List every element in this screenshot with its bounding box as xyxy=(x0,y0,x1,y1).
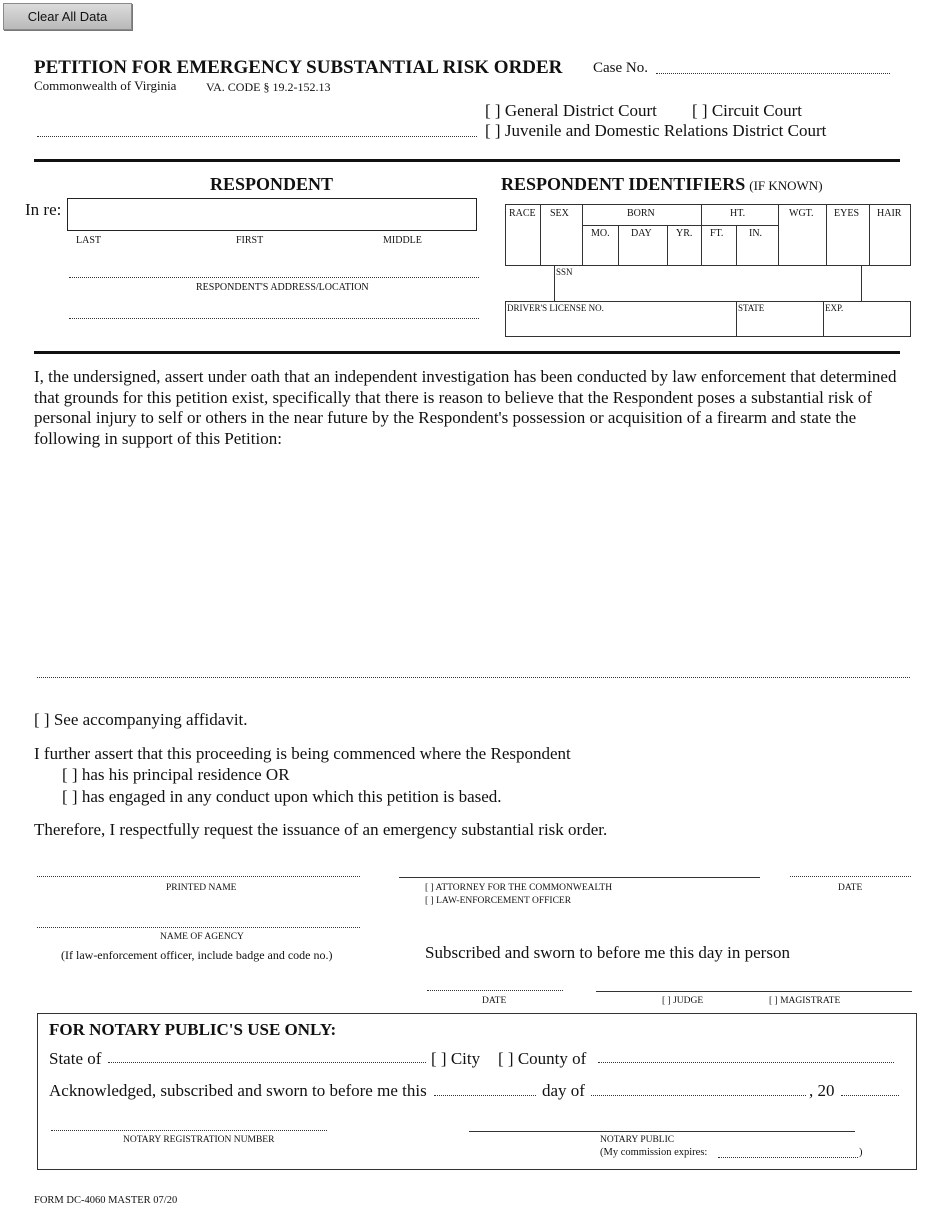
sworn-text: Subscribed and sworn to before me this day in person xyxy=(425,943,790,962)
notary-day-field[interactable] xyxy=(434,1095,536,1096)
notary-month-field[interactable] xyxy=(591,1095,806,1096)
notary-year-field[interactable] xyxy=(841,1095,899,1096)
dl-state-cell[interactable]: STATE xyxy=(736,301,824,337)
printed-name-label: PRINTED NAME xyxy=(166,883,237,893)
petition-date-field[interactable] xyxy=(790,876,911,877)
address-field-1[interactable] xyxy=(69,277,479,278)
notary-heading: FOR NOTARY PUBLIC'S USE ONLY: xyxy=(49,1020,337,1039)
statement-end-line xyxy=(37,677,910,678)
notary-signature-line[interactable] xyxy=(469,1131,855,1132)
commission-close-paren: ) xyxy=(859,1147,863,1158)
agency-note: (If law-enforcement officer, include badge and code no.) xyxy=(61,948,333,962)
notary-registration-field[interactable] xyxy=(51,1130,327,1131)
identifiers-table xyxy=(505,204,911,266)
form-id: FORM DC-4060 MASTER 07/20 xyxy=(34,1195,178,1206)
court-name-field[interactable] xyxy=(37,136,477,137)
address-field-2[interactable] xyxy=(69,318,479,319)
eyes-cell[interactable]: EYES xyxy=(826,204,870,266)
notary-county-field[interactable] xyxy=(598,1062,894,1063)
notary-registration-label: NOTARY REGISTRATION NUMBER xyxy=(123,1135,275,1145)
born-day-cell[interactable]: DAY xyxy=(618,225,668,266)
agency-field[interactable] xyxy=(37,927,360,928)
county-checkbox[interactable]: [ ] County of xyxy=(498,1049,587,1068)
court-option-jdr[interactable]: [ ] Juvenile and Domestic Relations District Court xyxy=(485,121,827,140)
commission-expires-label: (My commission expires: xyxy=(600,1147,708,1158)
agency-label: NAME OF AGENCY xyxy=(160,932,244,942)
first-name-label: FIRST xyxy=(236,235,264,246)
printed-name-field[interactable] xyxy=(37,876,360,877)
magistrate-checkbox[interactable]: [ ] MAGISTRATE xyxy=(769,996,841,1006)
petitioner-signature-line[interactable] xyxy=(399,877,760,878)
sworn-date-label: DATE xyxy=(482,996,507,1006)
commission-expires-field[interactable] xyxy=(718,1157,858,1158)
acknowledged-text: Acknowledged, subscribed and sworn to before me this xyxy=(49,1081,427,1100)
height-in-cell[interactable]: IN. xyxy=(736,225,779,266)
court-option-general-district[interactable]: [ ] General District Court xyxy=(485,101,657,120)
affidavit-checkbox[interactable]: [ ] See accompanying affidavit. xyxy=(34,710,248,729)
weight-cell[interactable]: WGT. xyxy=(778,204,827,266)
height-ft-cell[interactable]: FT. xyxy=(701,225,737,266)
sworn-date-field[interactable] xyxy=(427,990,563,991)
case-no-label: Case No. xyxy=(593,60,648,76)
oath-paragraph: I, the undersigned, assert under oath that an independent investigation has been conducted by law enforcement that determined that grounds for this petition exist, specifically that there is reason to believe that the Respondent poses a substantial risk of personal injury to self or others in the near future by the Respondent's possession or acquisition of a firearm and state the following in support of this Petition: xyxy=(34,367,897,448)
residence-checkbox[interactable]: [ ] has his principal residence OR xyxy=(62,765,290,784)
address-label: RESPONDENT'S ADDRESS/LOCATION xyxy=(196,282,369,293)
middle-name-label: MIDDLE xyxy=(383,235,422,246)
respondent-heading: RESPONDENT xyxy=(210,174,334,194)
conduct-checkbox[interactable]: [ ] has engaged in any conduct upon which this petition is based. xyxy=(62,787,502,806)
race-cell[interactable]: RACE xyxy=(505,204,541,266)
ssn-field[interactable]: SSN xyxy=(554,265,862,301)
day-of-label: day of xyxy=(542,1081,585,1100)
born-month-cell[interactable]: MO. xyxy=(582,225,619,266)
date-label: DATE xyxy=(838,883,863,893)
officer-checkbox[interactable]: [ ] LAW-ENFORCEMENT OFFICER xyxy=(425,896,572,906)
page-title: PETITION FOR EMERGENCY SUBSTANTIAL RISK ORDER xyxy=(34,57,563,78)
attorney-checkbox[interactable]: [ ] ATTORNEY FOR THE COMMONWEALTH xyxy=(425,883,613,893)
case-no-field[interactable] xyxy=(656,73,890,74)
commonwealth-label: Commonwealth of Virginia xyxy=(34,78,177,93)
notary-public-label: NOTARY PUBLIC xyxy=(600,1135,675,1145)
city-checkbox[interactable]: [ ] City xyxy=(431,1049,481,1068)
identifiers-heading: RESPONDENT IDENTIFIERS (IF KNOWN) xyxy=(501,174,823,194)
va-code-label: VA. CODE § 19.2-152.13 xyxy=(206,80,331,94)
last-name-label: LAST xyxy=(76,235,101,246)
year-prefix: , 20 xyxy=(809,1081,835,1100)
sex-cell[interactable]: SEX xyxy=(540,204,583,266)
drivers-license-cell[interactable]: DRIVER'S LICENSE NO. xyxy=(505,301,737,337)
divider-top xyxy=(34,159,900,162)
respondent-name-input[interactable] xyxy=(67,198,477,231)
clear-all-data-button[interactable]: Clear All Data xyxy=(3,3,132,30)
divider-middle xyxy=(34,351,900,354)
drivers-license-table xyxy=(505,301,911,337)
hair-cell[interactable]: HAIR xyxy=(869,204,911,266)
state-of-label: State of xyxy=(49,1049,102,1068)
notary-state-field[interactable] xyxy=(108,1062,426,1063)
judge-checkbox[interactable]: [ ] JUDGE xyxy=(662,996,704,1006)
judge-signature-line[interactable] xyxy=(596,991,912,992)
statement-text-area[interactable] xyxy=(34,452,910,674)
notary-section xyxy=(37,1013,917,1170)
born-header: BORN xyxy=(582,204,702,226)
dl-exp-cell[interactable]: EXP. xyxy=(823,301,911,337)
in-re-label: In re: xyxy=(25,200,62,219)
request-text: Therefore, I respectfully request the issuance of an emergency substantial risk order. xyxy=(34,820,608,839)
born-year-cell[interactable]: YR. xyxy=(667,225,702,266)
further-assert-text: I further assert that this proceeding is being commenced where the Respondent xyxy=(34,744,571,763)
court-option-circuit[interactable]: [ ] Circuit Court xyxy=(692,101,803,120)
height-header: HT. xyxy=(701,204,779,226)
